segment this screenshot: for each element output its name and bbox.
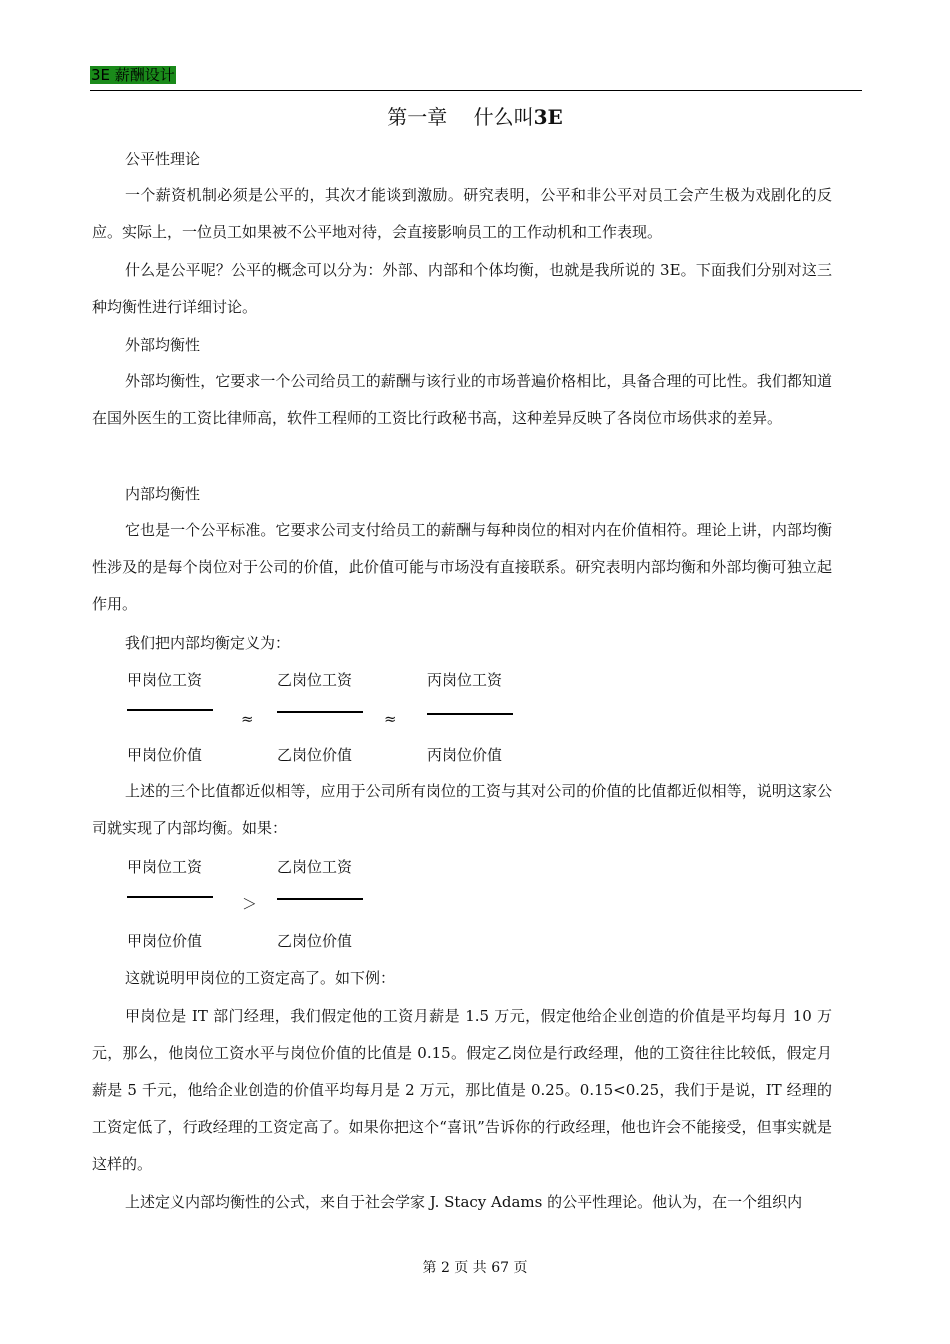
formula1-a-fraction-line (127, 709, 213, 711)
heading-external: 外部均衡性 (125, 336, 201, 354)
heading-internal: 内部均衡性 (125, 485, 201, 503)
formula2-b-numerator: 乙岗位工资 (277, 858, 353, 876)
paragraph-5: 我们把内部均衡定义为： (125, 634, 291, 652)
formula1-operator-1: ≈ (241, 710, 254, 728)
formula1-c-fraction-line (427, 713, 513, 715)
formula2-a-numerator: 甲岗位工资 (127, 858, 203, 876)
formula2-operator: ＞ (242, 895, 258, 913)
paragraph-3: 外部均衡性，它要求一个公司给员工的薪酬与该行业的市场普遍价格相比，具备合理的可比性。我们都知道在国外医生的工资比律师高，软件工程师的工资比行政秘书高，这种差异反映了各岗位市场供求的差异。 (92, 372, 832, 427)
formula2-b-denominator: 乙岗位价值 (277, 932, 353, 950)
paragraph-1: 一个薪资机制必须是公平的，其次才能谈到激励。研究表明，公平和非公平对员工会产生极为戏剧化的反应。实际上，一位员工如果被不公平地对待，会直接影响员工的工作动机和工作表现。 (92, 186, 832, 241)
formula1-c-numerator: 丙岗位工资 (427, 671, 503, 689)
formula1-b-denominator: 乙岗位价值 (277, 746, 353, 764)
paragraph-7: 这就说明甲岗位的工资定高了。如下例： (125, 969, 396, 987)
chapter-title (0, 104, 950, 130)
formula2-b-fraction-line (277, 898, 363, 900)
page-header (90, 66, 862, 91)
formula1-operator-2: ≈ (384, 710, 397, 728)
heading-fairness: 公平性理论 (125, 150, 201, 168)
formula1-c-denominator: 丙岗位价值 (427, 746, 503, 764)
paragraph-4: 它也是一个公平标准。它要求公司支付给员工的薪酬与每种岗位的相对内在价值相符。理论上讲，内部均衡性涉及的是每个岗位对于公司的价值，此价值可能与市场没有直接联系。研究表明内部均衡和外部均衡可独立起作用。 (92, 521, 832, 613)
paragraph-2: 什么是公平呢？公平的概念可以分为：外部、内部和个体均衡，也就是我所说的 3E。下面我们分别对这三种均衡性进行详细讨论。 (92, 261, 832, 316)
formula1-b-fraction-line (277, 711, 363, 713)
formula1-a-denominator: 甲岗位价值 (127, 746, 203, 764)
formula1-b-numerator: 乙岗位工资 (277, 671, 353, 689)
header-tag: 3E 薪酬设计 (91, 66, 175, 84)
paragraph-6: 上述的三个比值都近似相等，应用于公司所有岗位的工资与其对公司的价值的比值都近似相等，说明这家公司就实现了内部均衡。如果： (92, 782, 832, 837)
chapter-title-text: 第一章 什么叫 (387, 105, 534, 129)
page-footer: 第 2 页 共 67 页 (422, 1260, 528, 1276)
paragraph-9: 上述定义内部均衡性的公式，来自于社会学家 J. Stacy Adams 的公平性理论。他认为，在一个组织内 (125, 1193, 803, 1211)
formula2-a-denominator: 甲岗位价值 (127, 932, 203, 950)
paragraph-8: 甲岗位是 IT 部门经理，我们假定他的工资月薪是 1.5 万元，假定他给企业创造的价值是平均每月 10 万元，那么，他岗位工资水平与岗位价值的比值是 0.15。假定乙岗位是行政经理，他的工资往往比较低，假定月薪是 5 千元，他给企业创造的价值平均每月是 2 万元，那比值是 0.25。0.15<0.25，我们于是说，IT 经理的工资定低了，行政经理的工资定高了。如果你把这个“喜讯”告诉你的行政经理，他也许会不能接受，但事实就是这样的。 (92, 1007, 832, 1173)
chapter-title-code: 3E (533, 105, 563, 129)
formula1-a-numerator: 甲岗位工资 (127, 671, 203, 689)
formula2-a-fraction-line (127, 896, 213, 898)
